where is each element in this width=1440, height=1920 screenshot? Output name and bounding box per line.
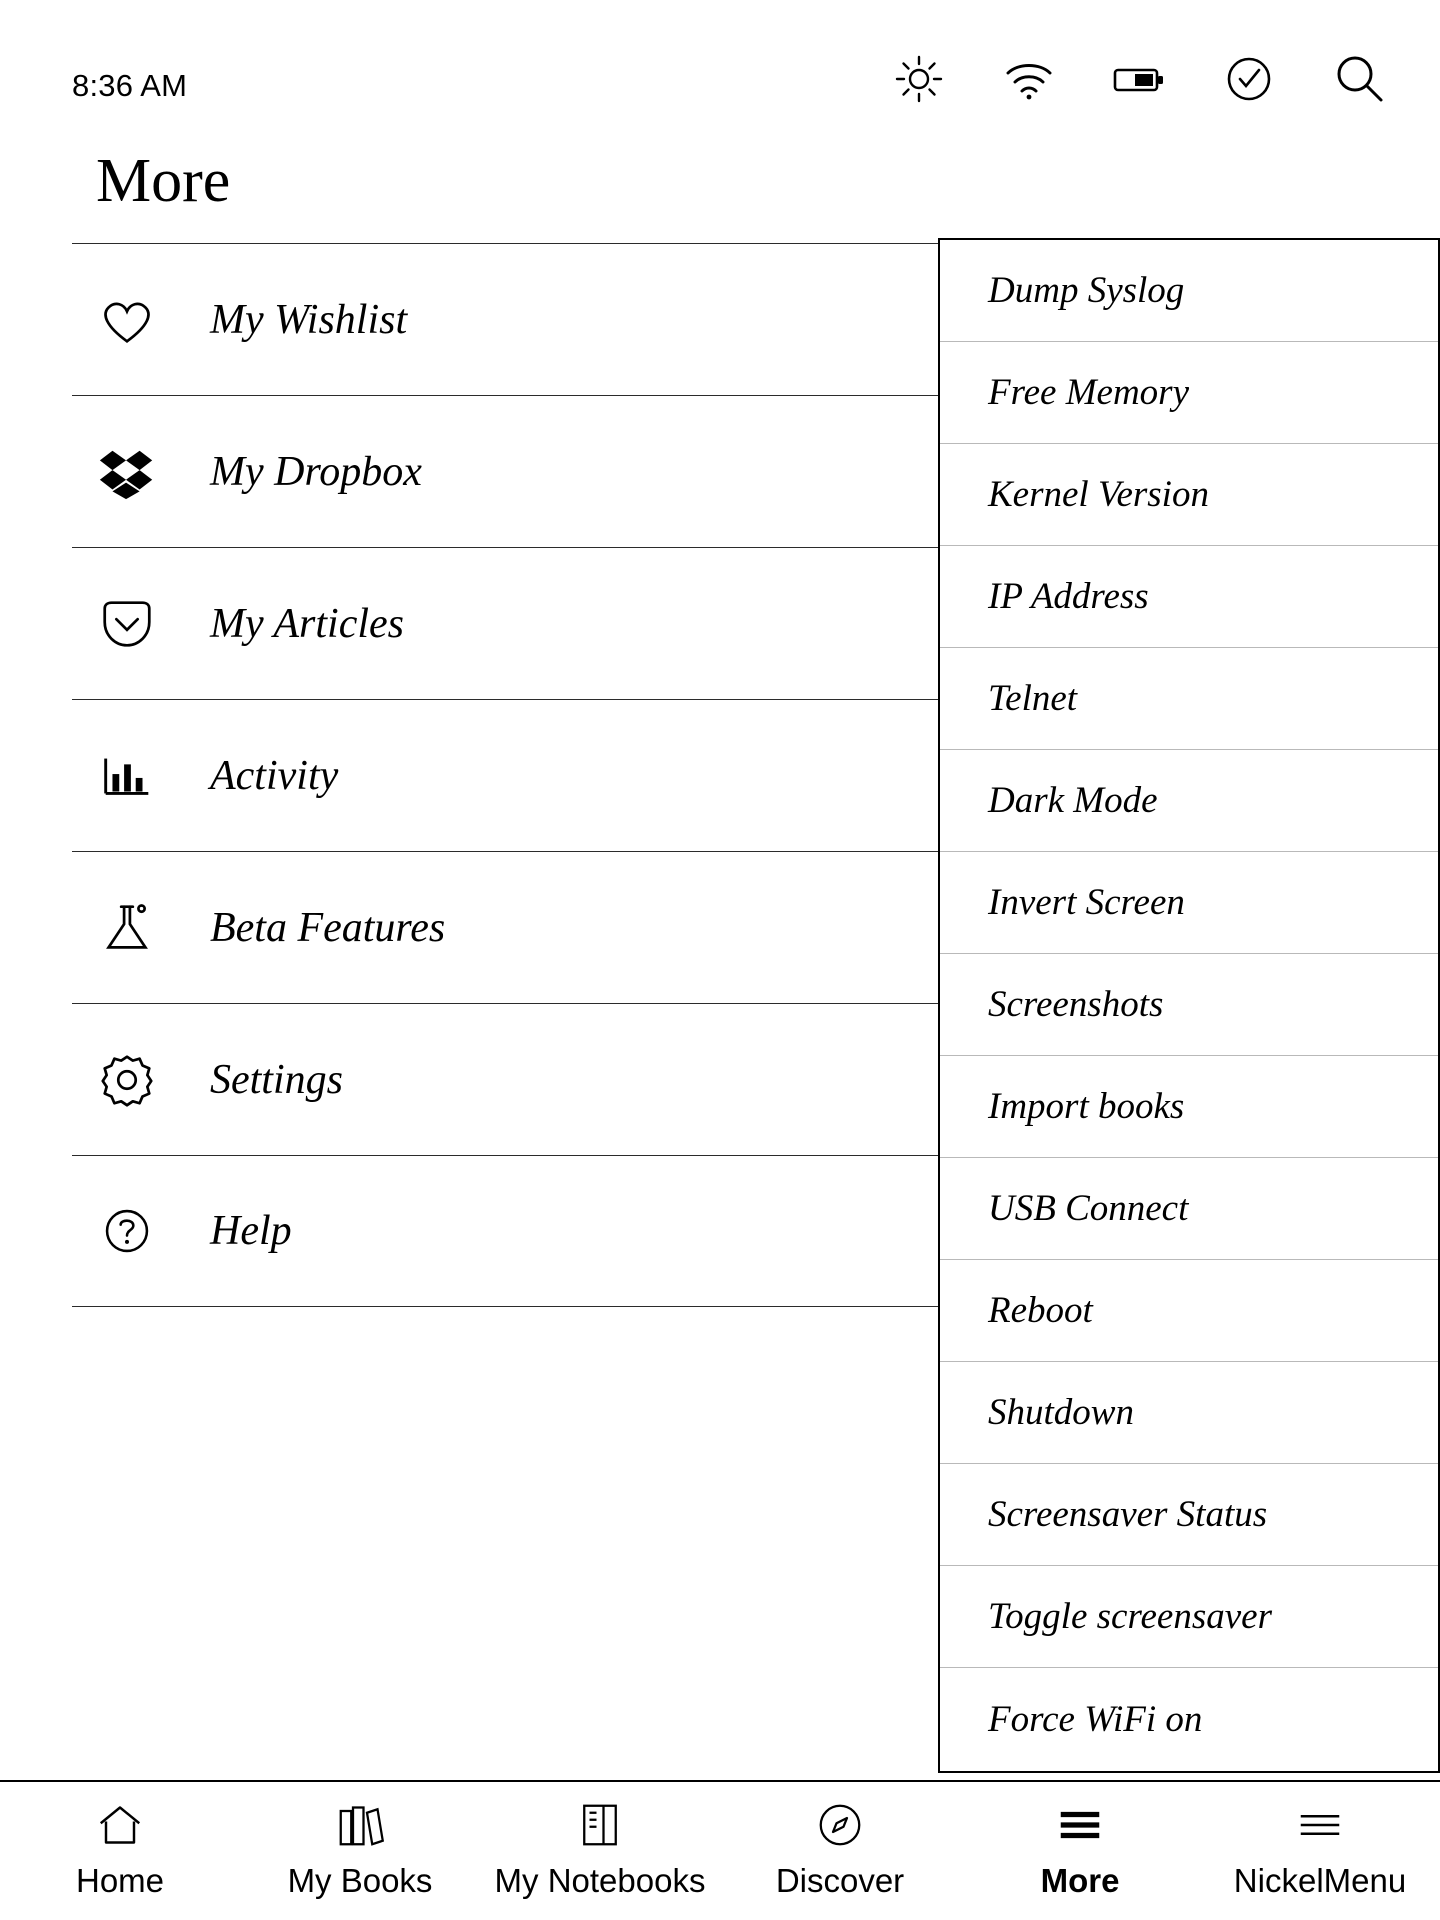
pocket-icon [72,593,182,655]
nickelmenu-popup [938,238,1440,1773]
bar-chart-icon [72,745,182,807]
nav-item-home[interactable] [0,1782,240,1920]
list-item-label: Settings [210,1056,343,1103]
nav-item-label: More [1040,1862,1120,1899]
nav-item-label: Discover [775,1862,905,1899]
popup-item-telnet[interactable]: Telnet [940,648,1438,750]
popup-item-reboot[interactable]: Reboot [940,1260,1438,1362]
nav-item-nickelmenu[interactable] [1200,1782,1440,1920]
notebook-icon [572,1796,628,1854]
sync-icon[interactable] [1220,50,1278,108]
popup-item-screenshots[interactable]: Screenshots [940,954,1438,1056]
status-clock: 8:36 AM [72,68,188,103]
popup-item-dump-syslog[interactable]: Dump Syslog [940,240,1438,342]
list-item-label: Help [210,1208,292,1254]
nav-item-discover[interactable] [720,1782,960,1920]
wifi-icon[interactable] [1000,50,1058,108]
brightness-icon[interactable] [890,50,948,108]
books-icon [332,1796,388,1854]
search-icon[interactable] [1330,50,1388,108]
popup-item-screensaver-status[interactable]: Screensaver Status [940,1464,1438,1566]
popup-item-usb-connect[interactable]: USB Connect [940,1158,1438,1260]
list-item-label: My Dropbox [210,448,422,495]
home-icon [92,1796,148,1854]
popup-item-import-books[interactable]: Import books [940,1056,1438,1158]
nav-item-more[interactable] [960,1782,1200,1920]
status-bar [0,0,1440,125]
nav-item-my-notebooks[interactable] [480,1782,720,1920]
nav-item-label: NickelMenu [1233,1862,1407,1899]
status-icon-group [890,50,1388,108]
list-item-label: Activity [210,752,339,799]
popup-item-dark-mode[interactable]: Dark Mode [940,750,1438,852]
popup-item-ip-address[interactable]: IP Address [940,546,1438,648]
popup-item-force-wifi-on[interactable]: Force WiFi on [988,1698,1203,1740]
compass-icon [812,1796,868,1854]
list-item-label: My Wishlist [210,296,408,343]
battery-icon[interactable] [1110,50,1168,108]
nav-item-label: My Notebooks [494,1862,706,1899]
question-circle-icon [72,1202,182,1260]
popup-item-shutdown[interactable]: Shutdown [940,1362,1438,1464]
list-item-label: My Articles [210,600,405,647]
hamburger-icon [1052,1796,1108,1854]
popup-item-invert-screen[interactable]: Invert Screen [940,852,1438,954]
dropbox-icon [72,441,182,503]
nav-item-label: My Books [287,1862,433,1899]
nav-item-my-books[interactable] [240,1782,480,1920]
flask-icon [72,897,182,959]
popup-item-toggle-screensaver[interactable]: Toggle screensaver [940,1566,1438,1668]
nav-item-label: Home [75,1862,165,1899]
page-title: More [96,147,231,215]
popup-item-free-memory[interactable]: Free Memory [940,342,1438,444]
heart-icon [72,289,182,351]
menu-lines-icon [1292,1796,1348,1854]
bottom-nav [0,1780,1440,1920]
gear-icon [72,1049,182,1111]
list-item-label: Beta Features [210,904,446,951]
popup-item-kernel-version[interactable]: Kernel Version [940,444,1438,546]
